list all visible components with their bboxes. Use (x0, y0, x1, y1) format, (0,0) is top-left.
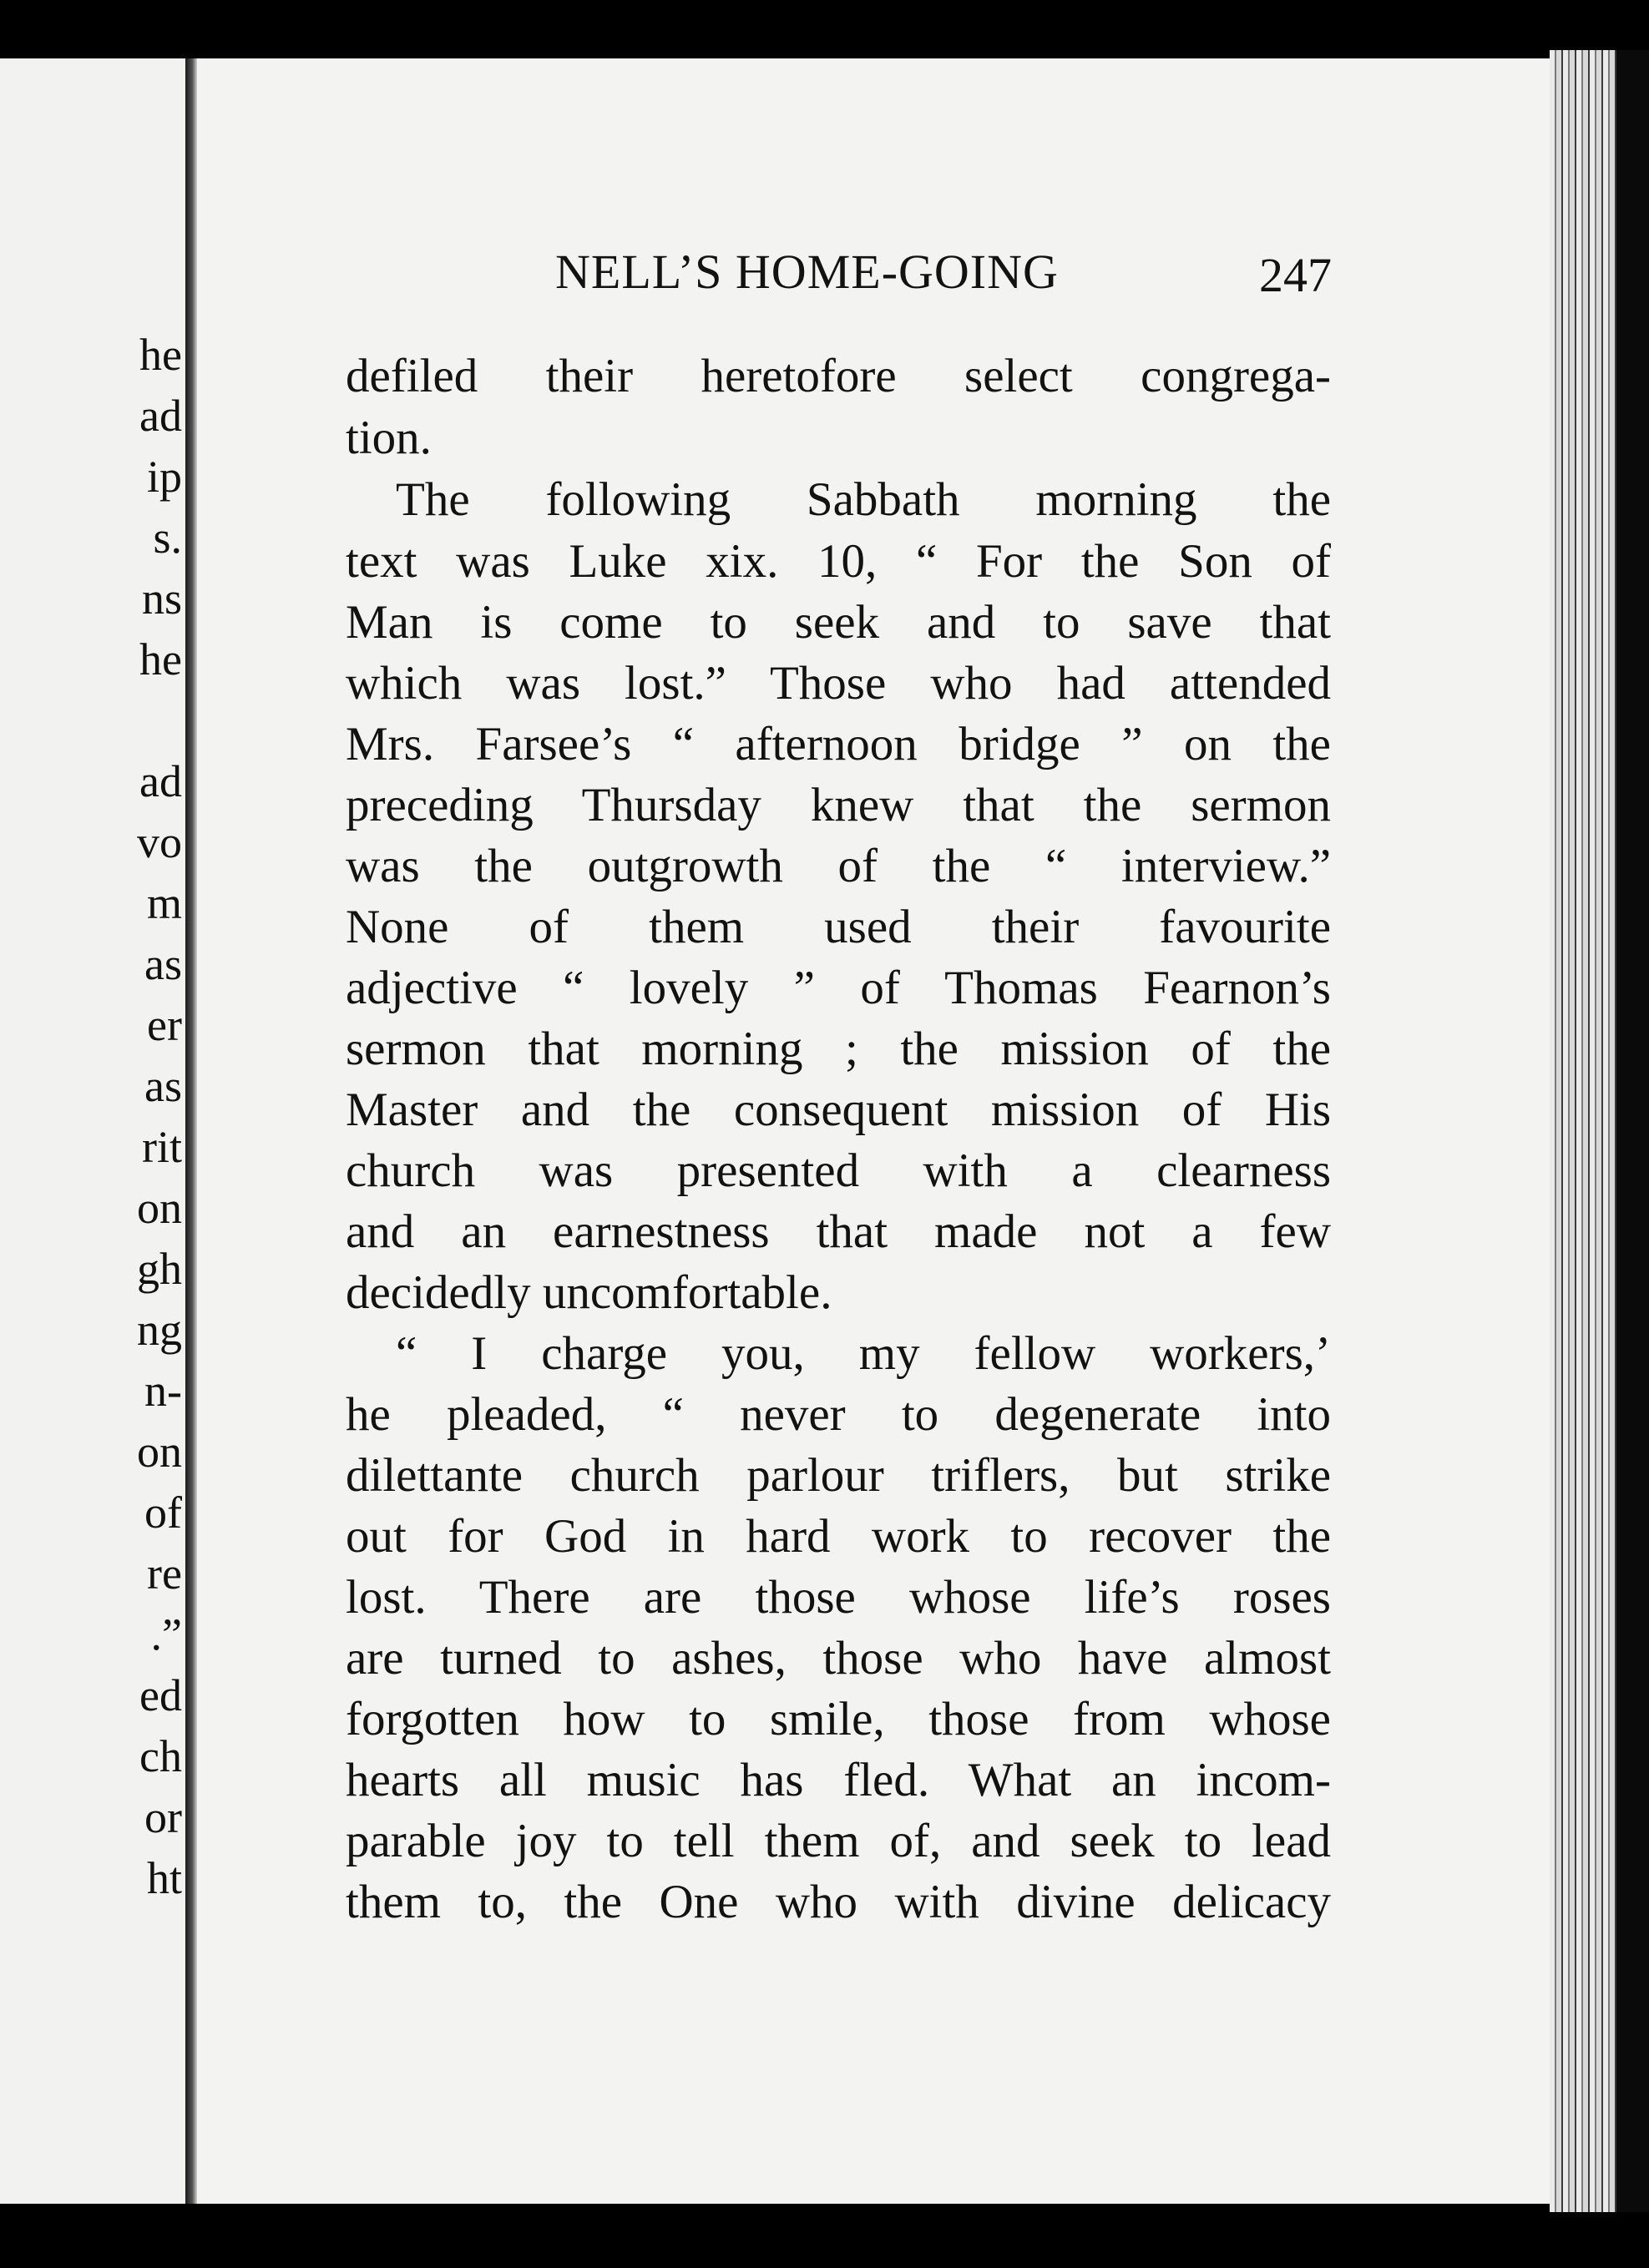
text-line: and an earnestness that made not a few (346, 1205, 1331, 1258)
left-page-fragment: vo (137, 817, 182, 867)
text-line: church was presented with a clearness (346, 1144, 1331, 1197)
left-page-fragment: on (137, 1183, 182, 1233)
text-line: None of them used their favourite (346, 901, 1331, 953)
left-page-fragment: ng (137, 1305, 182, 1355)
book-gutter (185, 58, 197, 2204)
text-line: which was lost.” Those who had attended (346, 657, 1331, 710)
text-line: lost. There are those whose life’s roses (346, 1571, 1331, 1624)
text-line: “ I charge you, my fellow workers,’ (396, 1327, 1331, 1380)
scan-border (1616, 50, 1649, 2212)
left-page-fragment: he (139, 330, 182, 380)
left-page-fragment: .” (150, 1609, 182, 1659)
text-line: Man is come to seek and to save that (346, 596, 1331, 649)
text-line: tion. (346, 412, 432, 464)
text-line: are turned to ashes, those who have almost (346, 1632, 1331, 1685)
text-line: text was Luke xix. 10, “ For the Son of (346, 535, 1331, 588)
text-line: sermon that morning ; the mission of the (346, 1023, 1331, 1075)
text-line: Master and the consequent mission of His (346, 1083, 1331, 1136)
running-head: NELL’S HOME-GOING (555, 245, 1059, 299)
text-line: Mrs. Farsee’s “ afternoon bridge ” on the (346, 718, 1331, 770)
left-page-fragment: ad (139, 391, 182, 441)
text-line: parable joy to tell them of, and seek to lead (346, 1815, 1331, 1867)
left-page-fragment: n- (144, 1366, 182, 1416)
left-page-fragment: he (139, 634, 182, 684)
left-page-fragment: ch (139, 1731, 182, 1781)
left-page-fragment: re (147, 1548, 182, 1599)
text-line: out for God in hard work to recover the (346, 1510, 1331, 1563)
text-line: was the outgrowth of the “ interview.” (346, 840, 1331, 892)
page-number: 247 (1259, 248, 1332, 302)
previous-page-fragment (0, 58, 185, 2204)
left-page-fragment: of (144, 1488, 182, 1538)
left-page-fragment: ed (139, 1670, 182, 1720)
left-page-fragment: s. (153, 513, 182, 563)
left-page-fragment: as (144, 939, 182, 989)
left-page-fragment: ip (146, 452, 182, 502)
text-line: The following Sabbath morning the (396, 473, 1331, 526)
left-page-fragment: er (147, 1000, 182, 1050)
left-page-fragment: rit (142, 1122, 182, 1172)
text-line: forgotten how to smile, those from whose (346, 1693, 1331, 1745)
left-page-fragment: or (144, 1792, 182, 1842)
left-page-fragment: ns (141, 573, 182, 624)
page-edges (1550, 50, 1616, 2212)
left-page-fragment: on (137, 1427, 182, 1477)
text-line: them to, the One who with divine delicacy (346, 1876, 1331, 1928)
text-line: dilettante church parlour triflers, but strike (346, 1449, 1331, 1502)
left-page-fragment: ad (139, 756, 182, 806)
text-line: hearts all music has fled. What an incom- (346, 1754, 1331, 1806)
text-line: adjective “ lovely ” of Thomas Fearnon’s (346, 962, 1331, 1014)
left-page-fragment: as (144, 1061, 182, 1111)
left-page-fragment: ht (146, 1853, 182, 1903)
text-line: defiled their heretofore select congrega- (346, 350, 1331, 402)
text-line: decidedly uncomfortable. (346, 1266, 832, 1319)
left-page-fragment: gh (137, 1244, 182, 1294)
text-line: he pleaded, “ never to degenerate into (346, 1388, 1331, 1441)
left-page-fragment: m (146, 878, 182, 928)
text-line: preceding Thursday knew that the sermon (346, 779, 1331, 831)
